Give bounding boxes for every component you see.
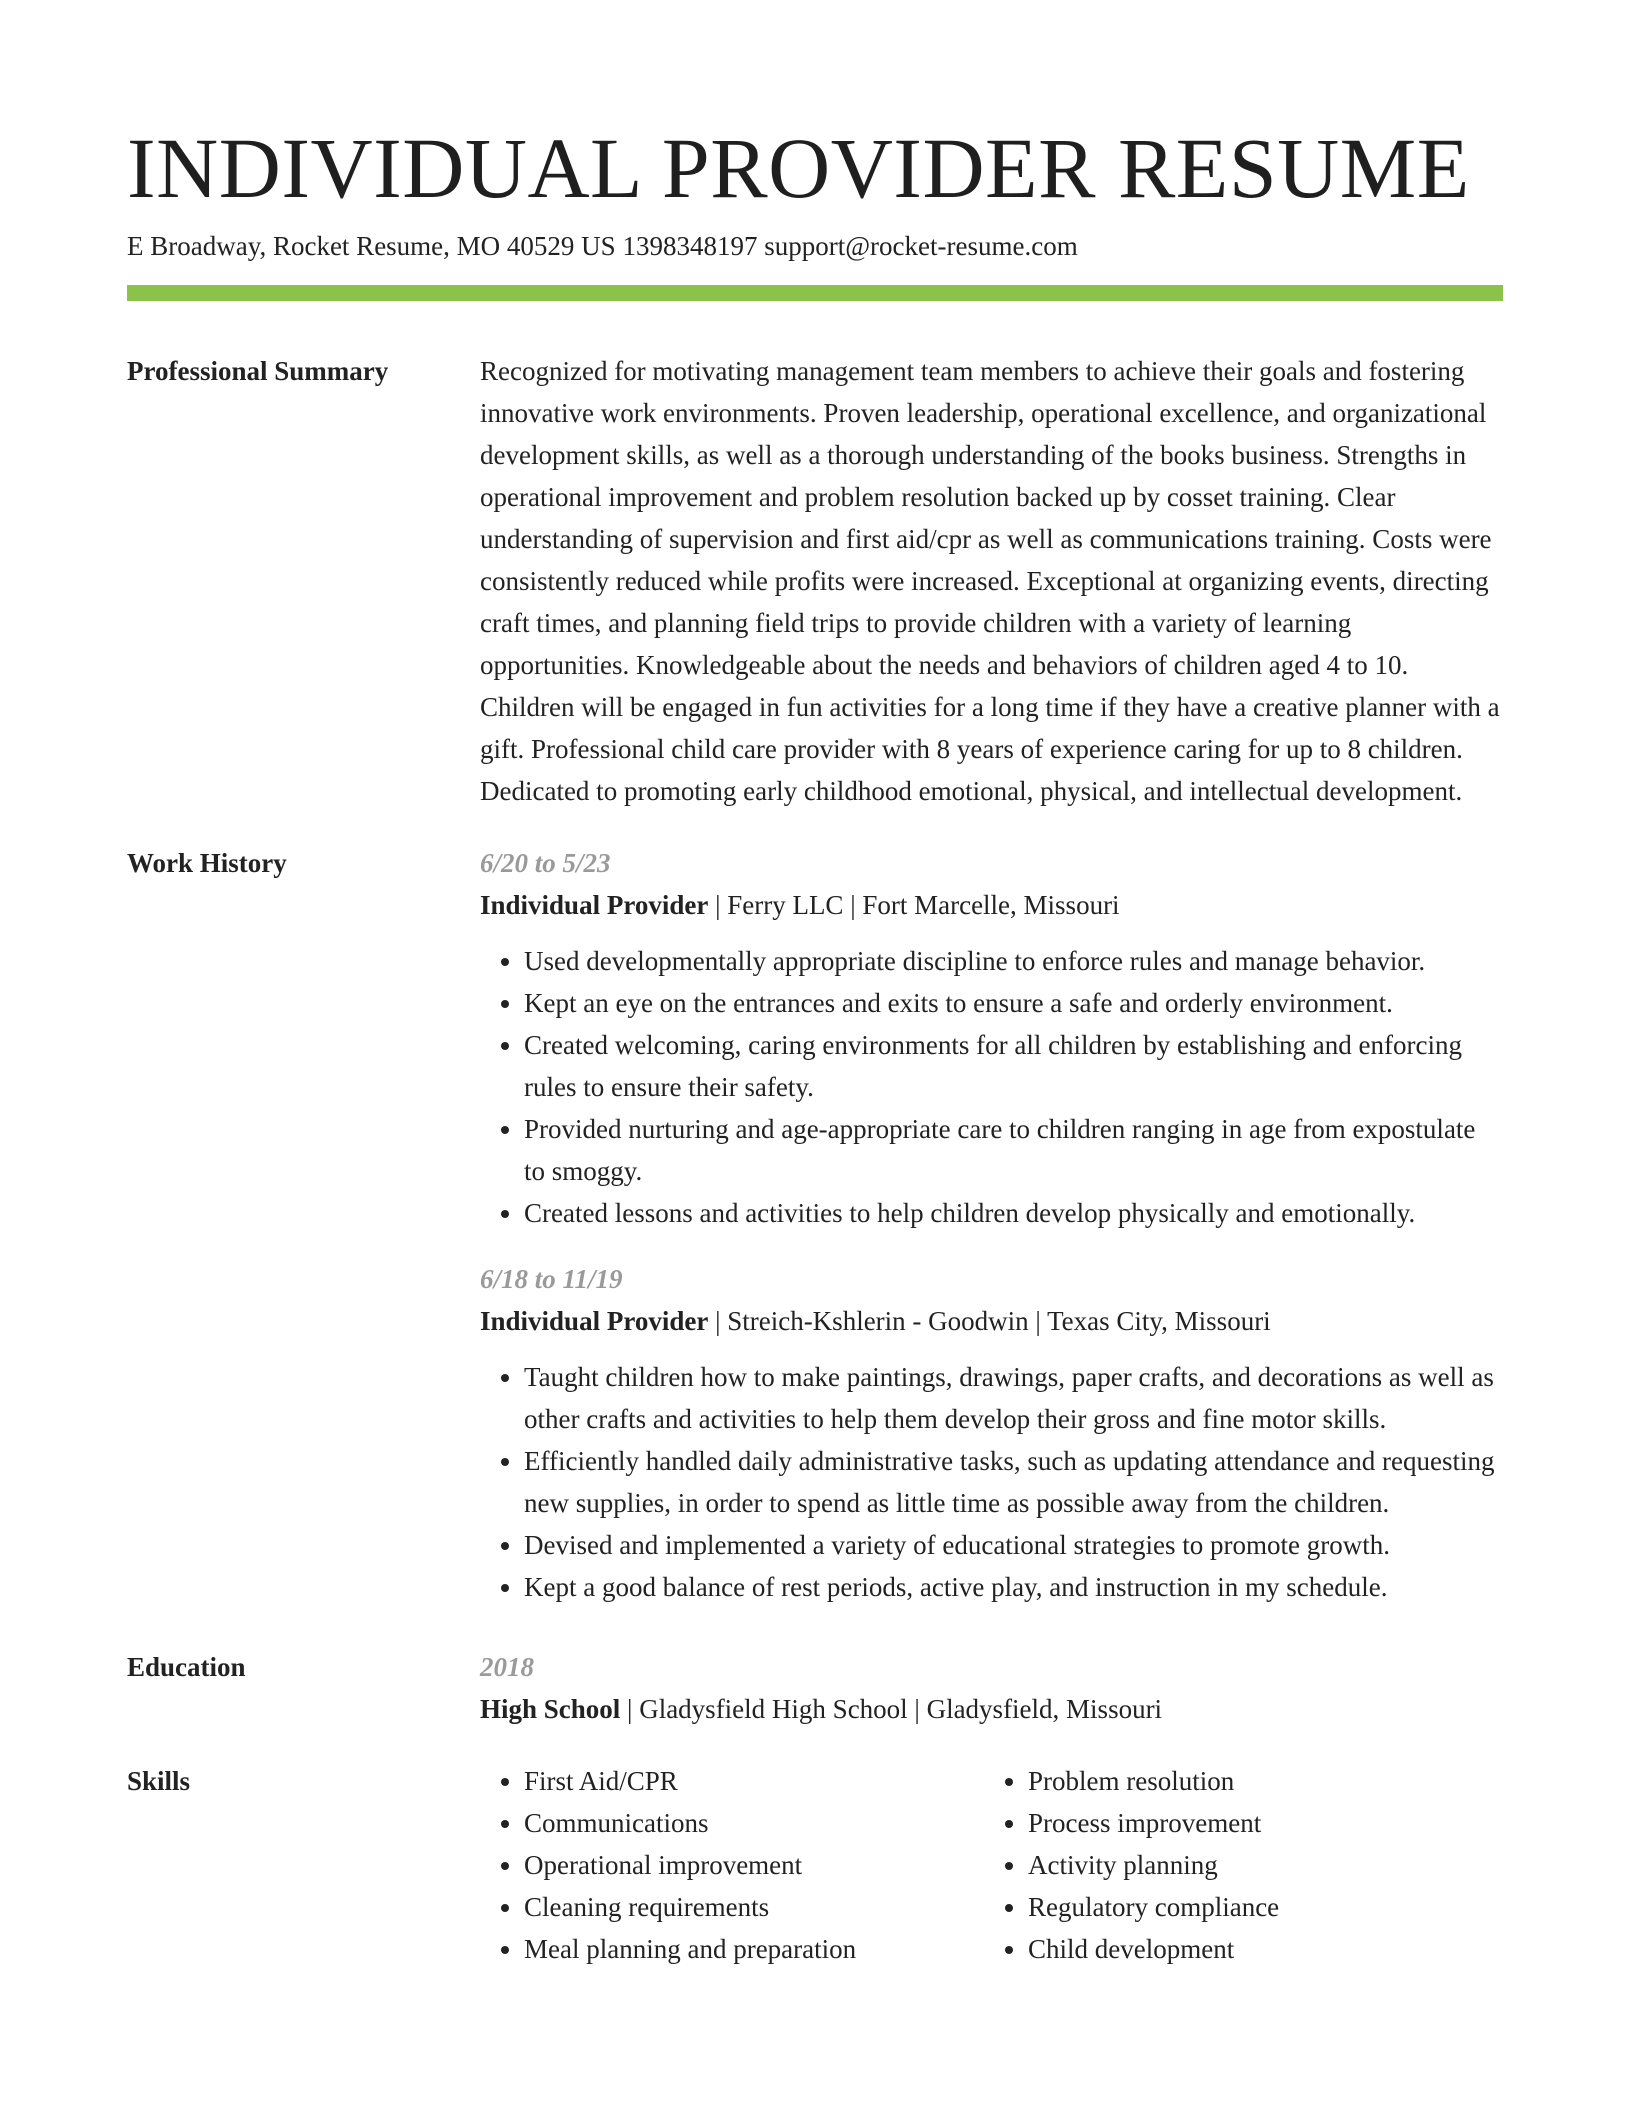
work-history-section [127, 842, 1503, 1632]
summary-section [127, 350, 1503, 812]
skill-item: • Operational improvement [524, 1844, 984, 1886]
job-bullet: • Used developmentally appropriate discipline to enforce rules and manage behavior. [524, 940, 1503, 982]
job-details: | Ferry LLC | Fort Marcelle, Missouri [708, 890, 1120, 920]
contact-line: E Broadway, Rocket Resume, MO 40529 US 1398348197 support@rocket-resume.com [127, 231, 1078, 261]
summary-text: Recognized for motivating management team members to achieve their goals and fostering innovative work environments. Proven leadership, operational excellence, and organizational development skills, as well as a thorough understanding of the books business. Strengths in operational improvement and problem resolution backed up by cosset training. Clear understanding of supervision and first aid/cpr as well as communications training. Costs were consistently reduced while profits were increased. Exceptional at organizing events, directing craft times, and planning field trips to provide children with a variety of learning opportunities. Knowledgeable about the needs and behaviors of children aged 4 to 10. Children will be engaged in fun activities for a long time if they have a creative planner with a gift. Professional child care provider with 8 years of experience caring for up to 8 children. Dedicated to promoting early childhood emotional, physical, and intellectual development. [480, 356, 1500, 806]
job-details: | Streich-Kshlerin - Goodwin | Texas City, Missouri [708, 1306, 1271, 1336]
job-title-line [480, 1300, 1503, 1342]
skill-item: • Meal planning and preparation [524, 1928, 984, 1970]
job-bullet: • Kept a good balance of rest periods, active play, and instruction in my schedule. [524, 1566, 1503, 1608]
skill-item: • Communications [524, 1802, 984, 1844]
education-date: 2018 [480, 1652, 534, 1682]
work-history-content [480, 842, 1503, 1632]
job-bullet: • Created welcoming, caring environments for all children by establishing and enforcing rules to ensure their safety. [524, 1024, 1503, 1108]
resume-body [127, 350, 1503, 1970]
resume-header [127, 118, 1503, 264]
job-entry [480, 842, 1503, 1234]
education-details: | Gladysfield High School | Gladysfield, Missouri [620, 1694, 1163, 1724]
skill-item: • Problem resolution [1028, 1760, 1488, 1802]
job-date: 6/18 to 11/19 [480, 1264, 623, 1294]
job-bullet: • Taught children how to make paintings, drawings, paper crafts, and decorations as well as other crafts and activities to help them develop their gross and fine motor skills. [524, 1356, 1503, 1440]
skill-item: • Child development [1028, 1928, 1488, 1970]
education-line [480, 1688, 1503, 1730]
skill-item: • Cleaning requirements [524, 1886, 984, 1928]
job-bullets [480, 940, 1503, 1234]
education-section [127, 1646, 1503, 1730]
skill-item: • Activity planning [1028, 1844, 1488, 1886]
education-degree: High School [480, 1694, 621, 1724]
work-history-label: Work History [127, 848, 287, 878]
accent-divider [127, 285, 1503, 301]
job-bullet: • Kept an eye on the entrances and exits to ensure a safe and orderly environment. [524, 982, 1503, 1024]
job-entry [480, 1258, 1503, 1608]
skills-list-right [984, 1760, 1488, 1970]
job-bullet: • Created lessons and activities to help children develop physically and emotionally. [524, 1192, 1503, 1234]
job-title-line [480, 884, 1503, 926]
job-bullets [480, 1356, 1503, 1608]
skills-label: Skills [127, 1766, 191, 1796]
skill-item: • First Aid/CPR [524, 1760, 984, 1802]
resume-title: INDIVIDUAL PROVIDER RESUME [127, 120, 1470, 216]
skills-list-left [480, 1760, 984, 1970]
skills-content [480, 1760, 1503, 1970]
job-title: Individual Provider [480, 1306, 709, 1336]
skill-item: • Regulatory compliance [1028, 1886, 1488, 1928]
job-bullet: • Devised and implemented a variety of educational strategies to promote growth. [524, 1524, 1503, 1566]
skill-item: • Process improvement [1028, 1802, 1488, 1844]
job-date: 6/20 to 5/23 [480, 848, 611, 878]
skills-section [127, 1760, 1503, 1970]
job-title: Individual Provider [480, 890, 709, 920]
job-bullet: • Provided nurturing and age-appropriate care to children ranging in age from expostulate to smoggy. [524, 1108, 1503, 1192]
summary-label: Professional Summary [127, 356, 389, 386]
education-label: Education [127, 1652, 246, 1682]
summary-content [480, 350, 1503, 812]
job-bullet: • Efficiently handled daily administrative tasks, such as updating attendance and requesting new supplies, in order to spend as little time as possible away from the children. [524, 1440, 1503, 1524]
education-content [480, 1646, 1503, 1730]
